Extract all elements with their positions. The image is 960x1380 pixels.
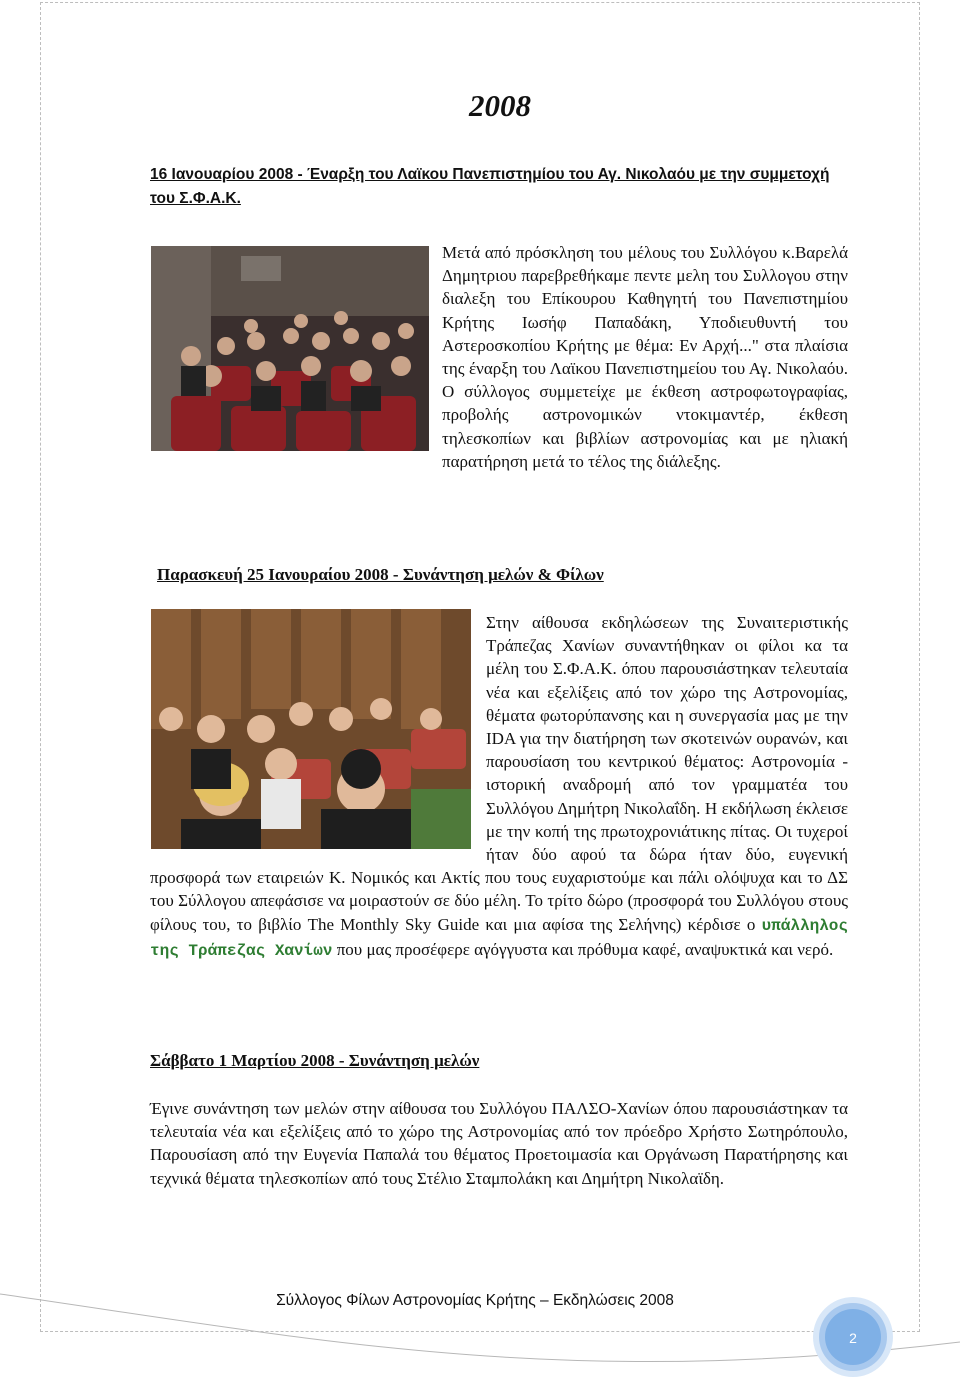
event-3-text: Έγινε συνάντηση των μελών στην αίθουσα του Συλλόγου ΠΑΛΣΟ-Χανίων όπου παρουσιάστηκαν τα τελευταία νέα και εξελίξεις από το χώρο της Αστρονομίας από τον πρόεδρο Χρήστο Σωτηρόπουλο, Παρουσίαση από την Ευγενία Παπαλά του θέματος Προετοιμασία και Οργάνωση Παρατήρησης και τεχνικά θέματα τηλεσκοπίων από τους Στέλιο Σταμπολάκη και Δημήτρη Νικολαϊδη.: [150, 1099, 848, 1188]
event-2-paragraph: Στην αίθουσα εκδηλώσεων της Συναιτεριστικής Τράπεζας Χανίων συναντήθηκαν οι φίλοι κα τα μέλη του Σ.Φ.Α.Κ. όπου παρουσιάστηκαν τελευταία νέα και εξελίξεις από τον χώρο της Αστρονομίας, θέματα φωτορύπανσης και η συνεργασία μας με την IDA για την διατήρηση των σκοτεινών ουρανών, και παρουσίαση του κεντρικού θέματος: Αστρονομία - ιστορική αναδρομή από τον γραμματέα του Συλλόγου Δημήτρη Νικολαΐδη. Η εκδήλωση έκλεισε με την κοπή της πρωτοχρονιάτικης πίτας. Οι τυχεροί ήταν δύο αφού τα δώρα ήταν δύο, ευγενική προσφορά των εταιρειών Κ. Νομικός και Ακτίς που τους ευχαριστούμε και πάλι ολόψυχα και το ΔΣ του Σύλλογου απεφάσισε να μοιραστούν σε δύο μέλη. Το τρίτο δώρο (προσφορά του Συλλόγου στους φίλους του, το βιβλίο The Monthly Sky Guide και μια αφίσα της Σελήνης) κέρδισε ο: [150, 613, 848, 934]
page-number: 2: [849, 1330, 857, 1346]
event-2-text: [150, 611, 848, 963]
page-title: 2008: [469, 88, 531, 123]
event-2-paragraph-end: που μας προσέφερε αγόγγυστα και πρόθυμα καφέ, αναψυκτικά και νερό.: [336, 939, 834, 959]
event-2-title: Παρασκευή 25 Ιανουραίου 2008 - Συνάντηση μελών & Φίλων: [157, 565, 604, 584]
bank-employee-highlight: υπάλληλος της Τράπεζας Χανίων: [150, 916, 848, 960]
footer-text: Σύλλογος Φίλων Αστρονομίας Κρήτης – Εκδηλώσεις 2008: [276, 1292, 674, 1309]
event-1-paragraph: Μετά από πρόσκληση του μέλους του Συλλόγου κ.Βαρελά Δημητριου παρεβρεθήκαμε πεντε μελη του Συλλογου στην διαλεξη του Επίκουρου Καθηγητή του Πανεπιστημίου Κρήτης Ιωσήφ Παπαδάκη, Υποδιευθυντή του Αστεροσκοπίου Κρήτης με θέμα: Εν Αρχή..." στα πλαίσια της έναρξη του Λαϊκου Πανεπιστημείου του Αγ. Νικολαόυ. Ο σύλλογος συμμετείχε με έκθεση αστροφωτογραφίας, προβολής αστρονομικών ντοκιμαντέρ, έκθεση τηλεσκοπίων και βιβλίων αστρονομίας και με ηλιακή παρατήρηση μετά το τέλος της διάλεξης.: [442, 243, 848, 471]
event-1-title: 16 Ιανουαρίου 2008 - Έναρξη του Λαϊκου Πανεπιστημίου του Αγ. Νικολαόυ με την συμμετοχή του Σ.Φ.Α.Κ.: [150, 166, 830, 207]
event-3-title: Σάββατο 1 Μαρτίου 2008 - Συνάντηση μελών: [150, 1051, 480, 1070]
event-1-text: [150, 241, 848, 473]
